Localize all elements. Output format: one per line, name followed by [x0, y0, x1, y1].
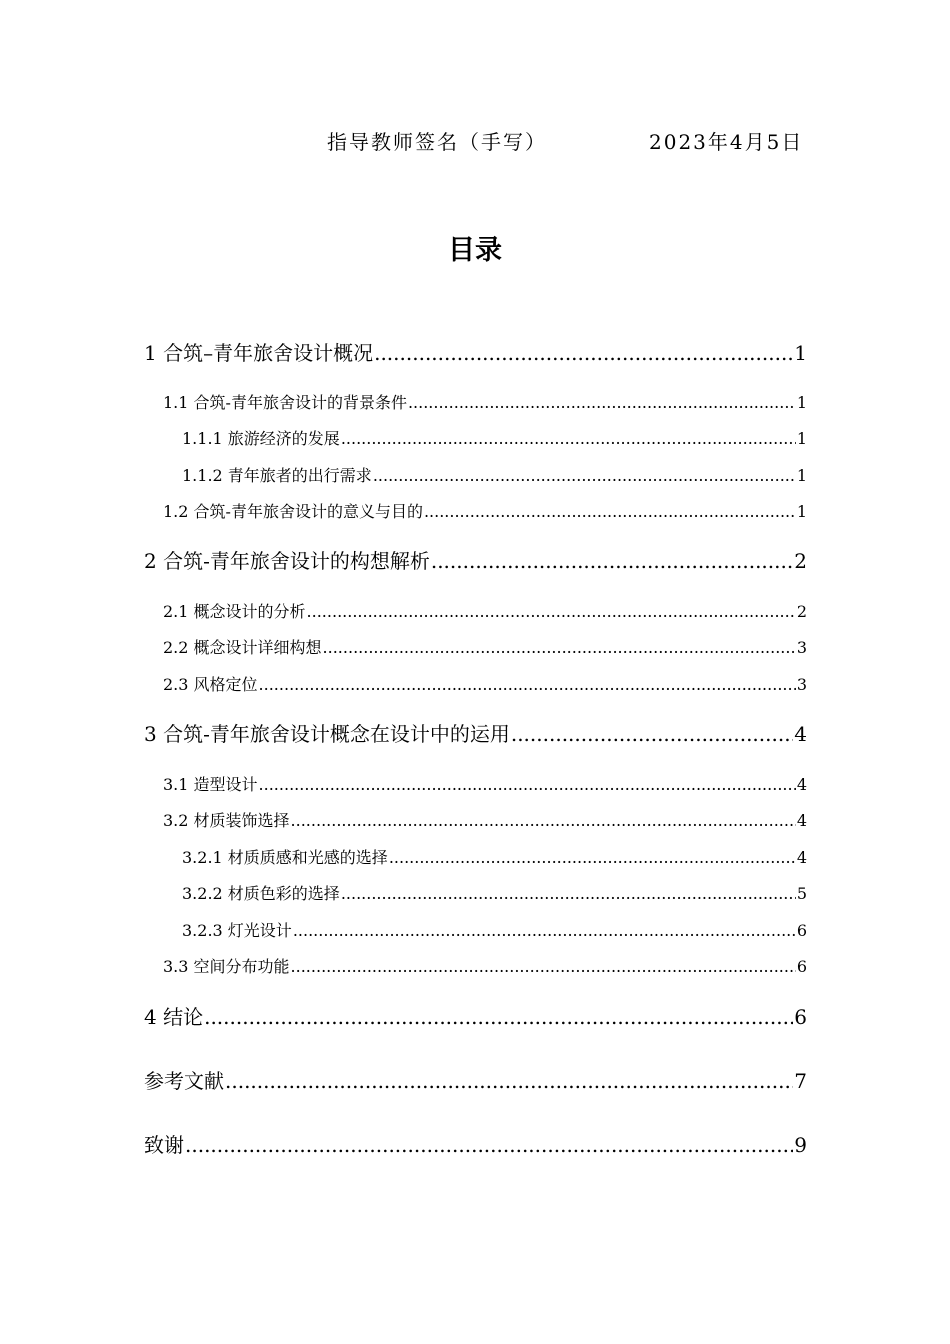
- toc-entry[interactable]: [163, 390, 807, 413]
- toc-leader: [291, 957, 796, 976]
- toc-entry-text: 1.2 合筑-青年旅舍设计的意义与目的: [163, 502, 423, 521]
- toc-entry-text: 3.2.1 材质质感和光感的选择: [182, 848, 388, 867]
- toc-entry-text: 参考文献: [144, 1069, 224, 1093]
- signature-date: 2023年4月5日: [649, 130, 804, 154]
- toc-entry-text: 2.3 风格定位: [163, 675, 258, 694]
- toc-entry-text: 2 合筑-青年旅舍设计的构想解析: [144, 549, 430, 573]
- toc-entry-text: 1.1.2 青年旅者的出行需求: [182, 466, 372, 485]
- toc-entry-text: 3.2.3 灯光设计: [182, 921, 292, 940]
- toc-page-number: 6: [796, 921, 807, 940]
- toc-entry[interactable]: [144, 1129, 807, 1158]
- toc-leader: [259, 775, 796, 794]
- toc-entry-text: 1.1.1 旅游经济的发展: [182, 429, 340, 448]
- toc-page-number: 2: [796, 602, 807, 621]
- toc-entry-text: 3 合筑-青年旅舍设计概念在设计中的运用: [144, 722, 510, 746]
- toc-page-number: 4: [796, 811, 807, 830]
- toc-leader: [431, 549, 793, 573]
- signature-line: [327, 126, 807, 156]
- toc-page-number: 7: [794, 1069, 807, 1093]
- toc-leader: [225, 1069, 793, 1093]
- toc-title: 目录: [448, 235, 502, 266]
- toc-entry-text: 1.1 合筑-青年旅舍设计的背景条件: [163, 393, 407, 412]
- toc-leader: [373, 466, 796, 485]
- toc-page-number: 2: [794, 549, 807, 573]
- toc-entry[interactable]: [163, 808, 807, 831]
- toc-entry[interactable]: [144, 1001, 807, 1030]
- toc-entry[interactable]: [144, 545, 807, 574]
- toc-page-number: 4: [796, 775, 807, 794]
- toc-page-number: 1: [796, 466, 807, 485]
- toc-entry-text: 3.1 造型设计: [163, 775, 258, 794]
- signature-label: 指导教师签名（手写）: [327, 130, 547, 154]
- toc-entry-text: 2.2 概念设计详细构想: [163, 638, 322, 657]
- toc-entry[interactable]: [182, 845, 807, 868]
- toc-leader: [511, 722, 793, 746]
- toc-page-number: 5: [796, 884, 807, 903]
- toc-entry[interactable]: [163, 635, 807, 658]
- toc-entry[interactable]: [163, 499, 807, 522]
- toc-leader: [408, 393, 796, 412]
- toc-leader: [341, 429, 796, 448]
- toc-entry-text: 致谢: [144, 1133, 184, 1157]
- toc-entry-text: 4 结论: [144, 1005, 204, 1029]
- toc-leader: [374, 341, 793, 365]
- toc-entry[interactable]: [163, 599, 807, 622]
- toc-leader: [389, 848, 796, 867]
- toc-entry-text: 3.2.2 材质色彩的选择: [182, 884, 340, 903]
- toc-entry-text: 2.1 概念设计的分析: [163, 602, 306, 621]
- toc-leader: [293, 921, 796, 940]
- toc-leader: [291, 811, 796, 830]
- toc-entry[interactable]: [182, 463, 807, 486]
- toc-entry[interactable]: [182, 918, 807, 941]
- toc-page-number: 1: [794, 341, 807, 365]
- toc-page-number: 3: [796, 675, 807, 694]
- toc-entry[interactable]: [163, 672, 807, 695]
- toc-leader: [424, 502, 796, 521]
- toc-entry[interactable]: [182, 881, 807, 904]
- toc-entry[interactable]: [182, 426, 807, 449]
- toc-leader: [307, 602, 796, 621]
- toc-leader: [259, 675, 796, 694]
- toc-entry[interactable]: [144, 1065, 807, 1094]
- toc-page-number: 9: [794, 1133, 807, 1157]
- toc-entry[interactable]: [163, 772, 807, 795]
- toc-entry-text: 3.2 材质装饰选择: [163, 811, 290, 830]
- toc-leader: [204, 1005, 793, 1029]
- toc-leader: [341, 884, 796, 903]
- toc-entry[interactable]: [163, 954, 807, 977]
- toc-entry-text: 1 合筑–青年旅舍设计概况: [144, 341, 374, 365]
- toc-page-number: 6: [796, 957, 807, 976]
- toc-entry[interactable]: [144, 718, 807, 747]
- toc-leader: [185, 1133, 793, 1157]
- toc-page-number: 4: [794, 722, 807, 746]
- toc-entry-text: 3.3 空间分布功能: [163, 957, 290, 976]
- toc-page-number: 1: [796, 429, 807, 448]
- toc-page-number: 4: [796, 848, 807, 867]
- toc-page-number: 1: [796, 502, 807, 521]
- toc-page-number: 6: [794, 1005, 807, 1029]
- toc-page-number: 3: [796, 638, 807, 657]
- toc-leader: [323, 638, 796, 657]
- toc-entry[interactable]: [144, 337, 807, 366]
- toc-page-number: 1: [796, 393, 807, 412]
